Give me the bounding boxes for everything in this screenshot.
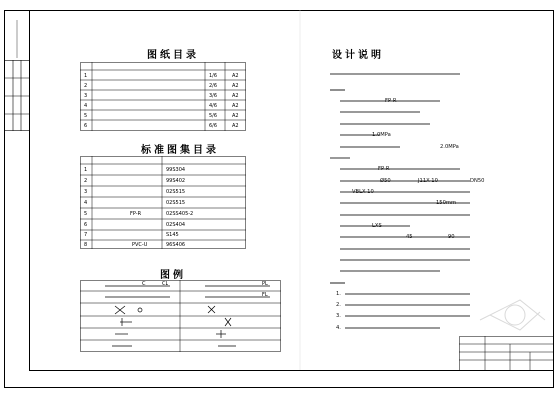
row-name: PVC-U (132, 242, 148, 248)
note-fragment: Ø50 (380, 178, 391, 184)
note-fragment: LXS (372, 223, 382, 229)
row-no: 1 (84, 73, 88, 79)
note-fragment: FP-R (378, 166, 390, 172)
sheet-size: A2 (232, 123, 239, 129)
sheet-number: 1/6 (209, 73, 218, 79)
legend-code: C (142, 281, 146, 287)
sheet-size: A2 (232, 103, 239, 109)
legend-code: FL (262, 292, 268, 298)
atlas-code: 99S304 (166, 167, 186, 173)
sheet-number: 3/6 (209, 93, 218, 99)
sheet-size: A2 (232, 73, 239, 79)
note-fragment: 1.0MPa (372, 132, 391, 138)
note-fragment: FP-R (385, 98, 397, 104)
row-no: 4 (84, 103, 88, 109)
row-no: 6 (84, 222, 88, 228)
design-notes-title: 设计说明 (332, 50, 384, 61)
standard-index-grid (80, 156, 246, 249)
sheet-number: 5/6 (209, 113, 218, 119)
row-no: 8 (84, 242, 88, 248)
binding-strip (4, 20, 30, 131)
note-fragment: 2.0MPa (440, 144, 459, 150)
atlas-code: 02SS405-2 (166, 211, 194, 217)
row-no: 7 (84, 232, 88, 238)
atlas-code: 02S515 (166, 200, 186, 206)
atlas-code: 96S406 (166, 242, 186, 248)
row-no: 2 (84, 178, 88, 184)
legend-title: 图例 (160, 270, 186, 281)
note-fragment: 1. (336, 291, 341, 297)
sheet-number: 4/6 (209, 103, 218, 109)
sheet-size: A2 (232, 83, 239, 89)
table-row (84, 113, 87, 119)
row-no: 1 (84, 167, 88, 173)
drawing-index-grid (80, 62, 246, 131)
note-fragment: DN50 (470, 178, 485, 184)
note-fragment: 3. (336, 313, 341, 319)
sheet-size: A2 (232, 113, 239, 119)
row-no: 2 (84, 83, 88, 89)
row-no: 5 (84, 113, 88, 119)
note-fragment: 90 (448, 234, 455, 240)
note-fragment: 150mm (436, 200, 457, 206)
drawing-index-title: 图纸目录 (147, 50, 199, 61)
row-no: 6 (84, 123, 88, 129)
note-fragment: J11X-10 (418, 178, 438, 184)
watermark-logo (480, 300, 545, 330)
table-row (84, 103, 87, 109)
sheet-number: 2/6 (209, 83, 218, 89)
sheet-number: 6/6 (209, 123, 218, 129)
atlas-code: S145 (166, 232, 179, 238)
note-fragment: VBLX-10 (352, 189, 374, 195)
table-row (84, 83, 87, 89)
row-no: 3 (84, 93, 88, 99)
legend-code: PL (262, 281, 268, 287)
standard-index-title: 标准图集目录 (141, 145, 219, 156)
table-row (84, 93, 87, 99)
legend-grid (80, 280, 281, 352)
row-name: FP-R (130, 211, 142, 217)
title-block (459, 336, 554, 371)
legend-code: CL (162, 281, 169, 287)
note-fragment: 2. (336, 302, 341, 308)
table-row (84, 73, 87, 79)
row-no: 5 (84, 211, 88, 217)
atlas-code: 02S404 (166, 222, 186, 228)
row-no: 3 (84, 189, 88, 195)
atlas-code: 02S515 (166, 189, 186, 195)
row-no: 4 (84, 200, 88, 206)
note-fragment: 45 (406, 234, 413, 240)
atlas-code: 99S402 (166, 178, 186, 184)
note-fragment: 4. (336, 325, 341, 331)
sheet-size: A2 (232, 93, 239, 99)
table-row (84, 123, 87, 129)
